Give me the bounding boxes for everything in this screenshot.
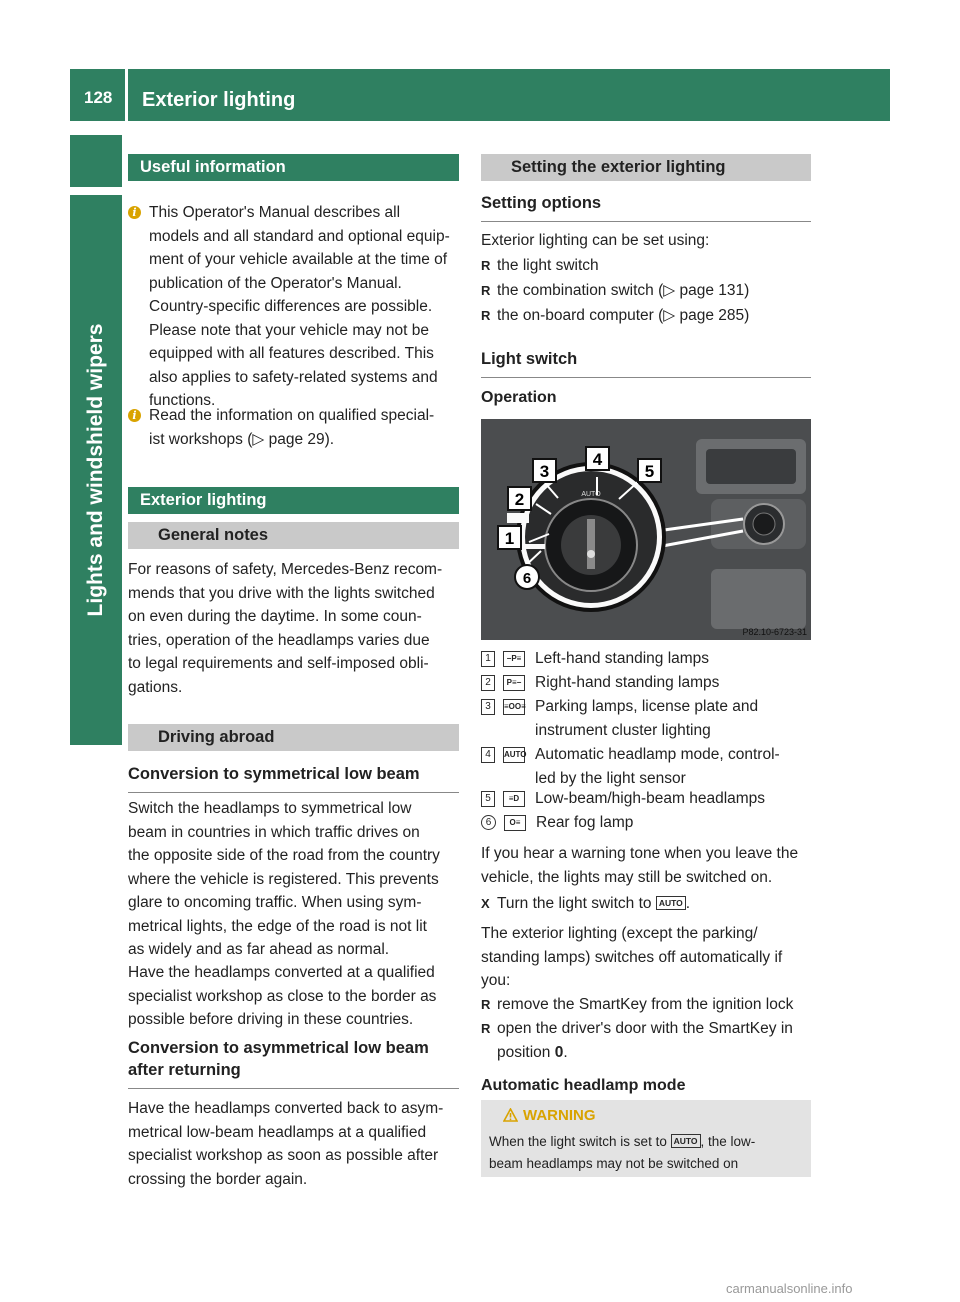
info-note-2	[128, 404, 459, 451]
auto-icon: AUTO	[671, 1134, 701, 1148]
dial-auto-label: AUTO	[581, 491, 601, 498]
section-driving-abroad: Driving abroad	[128, 724, 459, 751]
text-line: after returning	[128, 1061, 241, 1079]
light-switch-photo	[481, 419, 811, 640]
text-line: led by the light sensor	[535, 769, 686, 787]
text-line: equipped with all features described. This	[149, 345, 434, 362]
legend-item	[481, 811, 811, 835]
callout-2: 2	[514, 490, 525, 509]
text-line: functions.	[149, 392, 216, 409]
text-line: possible before driving in these countries.	[128, 1011, 414, 1028]
text-line: Switch the headlamps to symmetrical low	[128, 800, 412, 817]
asymmetrical-text	[128, 1097, 459, 1191]
low-beam-icon: ≡D	[503, 791, 525, 807]
callout-4: 4	[592, 450, 603, 469]
text-line: When the light switch is set to	[489, 1134, 667, 1149]
text-line: publication of the Operator's Manual.	[149, 274, 402, 292]
text-line: Conversion to asymmetrical low beam	[128, 1039, 429, 1057]
legend-item	[481, 695, 811, 742]
photo-code: P82.10-6723-31	[742, 627, 807, 637]
legend-item	[481, 743, 811, 790]
page-number: 128	[84, 88, 113, 107]
info-icon: i	[128, 409, 141, 422]
warning-tone-text	[481, 842, 811, 889]
text-line: as widely and as far ahead as normal.	[128, 941, 390, 958]
setting-intro: Exterior lighting can be set using:	[481, 232, 710, 249]
auto-headlamp-icon: AUTO	[503, 747, 525, 763]
section-general-notes: General notes	[128, 522, 459, 549]
bullet-item[interactable]: R the combination switch (▷ page 131)	[481, 279, 811, 303]
chapter-tab	[70, 195, 122, 745]
text-line: to legal requirements and self-imposed obli-	[128, 655, 429, 672]
legend-number: 4	[481, 747, 495, 763]
text-line: R open the driver's door with the SmartKey in	[497, 1020, 793, 1037]
subhead-auto-mode: Automatic headlamp mode	[481, 1077, 686, 1094]
text-line: vehicle, the lights may still be switched on.	[481, 868, 773, 886]
text-line: Have the headlamps converted at a qualified	[128, 964, 435, 981]
bullet-item: R open the driver's door with the SmartKey in position 0.	[481, 1017, 811, 1064]
legend-number: 2	[481, 675, 495, 691]
bullet-item[interactable]: R the on-board computer (▷ page 285)	[481, 304, 811, 328]
standing-lamp-right-icon: P≡−	[503, 675, 525, 691]
text-line: Parking lamps, license plate and	[535, 698, 759, 715]
text-line: also applies to safety-related systems and	[149, 368, 438, 386]
legend-text: Left-hand standing lamps	[535, 650, 710, 667]
text-line: models and all standard and optional equip-	[149, 227, 450, 245]
text-line: If you hear a warning tone when you leave the	[481, 845, 799, 862]
position-value: 0	[554, 1043, 564, 1061]
text-line: the opposite side of the road from the country	[128, 847, 440, 864]
section-setting-exterior-lighting: Setting the exterior lighting	[481, 154, 811, 181]
legend-item	[481, 787, 811, 811]
header-divider	[125, 69, 128, 121]
legend-text	[535, 695, 811, 742]
text-line: specialist workshop as close to the border as	[128, 987, 437, 1005]
legend-number: 5	[481, 791, 495, 807]
subhead-symmetrical: Conversion to symmetrical low beam	[128, 763, 459, 793]
light-switch-illustration	[481, 419, 811, 640]
text-line: specialist workshop as soon as possible after	[128, 1147, 439, 1164]
bullet-item: R the light switch	[481, 254, 811, 278]
text-line: Have the headlamps converted back to asym-	[128, 1100, 444, 1117]
text-line: The exterior lighting (except the parking/	[481, 925, 758, 942]
subhead-asymmetrical	[128, 1037, 459, 1089]
rear-fog-lamp-icon: O≡	[504, 815, 526, 831]
text-line: glare to oncoming traffic. When using sym-	[128, 894, 422, 911]
legend-text: Low-beam/high-beam headlamps	[535, 790, 766, 807]
symmetrical-text	[128, 797, 459, 962]
action-step: X Turn the light switch to AUTO .	[481, 892, 811, 916]
text-line: Automatic headlamp mode, control-	[535, 746, 780, 763]
legend-number: 3	[481, 699, 495, 715]
text-line: standing lamps) switches off automatically if	[481, 948, 783, 966]
text-line: instrument cluster lighting	[535, 721, 711, 739]
legend-text	[535, 743, 811, 790]
text-line: where the vehicle is registered. This prevents	[128, 870, 439, 888]
callout-3: 3	[539, 462, 550, 481]
subhead-operation: Operation	[481, 389, 557, 406]
callout-6: 6	[522, 570, 532, 587]
text-line: Read the information on qualified special-	[149, 407, 435, 424]
bullet-item: R remove the SmartKey from the ignition lock	[481, 993, 811, 1017]
page-link[interactable]: ist workshops (▷ page 29).	[149, 430, 335, 448]
text-line: you:	[481, 972, 511, 989]
auto-off-text	[481, 922, 811, 993]
legend-text: Right-hand standing lamps	[535, 674, 720, 691]
section-exterior-lighting: Exterior lighting	[128, 487, 459, 514]
subhead-setting-options: Setting options	[481, 192, 811, 222]
warning-label: WARNING	[523, 1107, 596, 1124]
text-line: gations.	[128, 678, 183, 696]
info-icon: i	[128, 206, 141, 219]
text-line: crossing the border again.	[128, 1170, 308, 1188]
text-line: , the low-	[700, 1134, 756, 1149]
legend-number: 6	[481, 815, 496, 830]
side-marker	[70, 135, 122, 187]
subhead-light-switch: Light switch	[481, 348, 811, 378]
legend-item	[481, 671, 811, 695]
text-line: tries, operation of the headlamps varies due	[128, 631, 430, 649]
auto-icon: AUTO	[656, 896, 686, 910]
legend-number: 1	[481, 651, 495, 667]
text-line: metrical lights, the edge of the road is not lit	[128, 917, 427, 935]
general-notes-text	[128, 558, 459, 699]
standing-lamp-left-icon: −P≡	[503, 651, 525, 667]
callout-1: 1	[504, 529, 515, 548]
callout-5: 5	[644, 462, 655, 481]
parking-lamp-icon: ≡OO≡	[503, 699, 525, 715]
text-line: on even during the daytime. In some coun-	[128, 608, 422, 625]
chapter-tab-label: Lights and windshield wipers	[84, 323, 107, 617]
text-line: mends that you drive with the lights switched	[128, 584, 435, 602]
info-note-1	[128, 201, 459, 413]
text-line: Please note that your vehicle may not be	[149, 321, 430, 339]
text-line: beam in countries in which traffic drives on	[128, 823, 420, 841]
text-line: position	[497, 1043, 551, 1061]
text-line: ment of your vehicle available at the time of	[149, 251, 448, 268]
warning-box	[481, 1100, 811, 1177]
text-line: For reasons of safety, Mercedes-Benz recom-	[128, 561, 443, 578]
text-line: beam headlamps may not be switched on	[489, 1156, 739, 1171]
footer-watermark: carmanualsonline.info	[726, 1281, 853, 1296]
action-text: Turn the light switch to	[497, 895, 652, 912]
legend-item	[481, 647, 811, 671]
legend-text: Rear fog lamp	[536, 814, 634, 831]
section-useful-information: Useful information	[128, 154, 459, 181]
page-title: Exterior lighting	[142, 89, 296, 111]
text-line: metrical low-beam headlamps at a qualified	[128, 1123, 427, 1141]
text-line: Country-specific differences are possible.	[149, 298, 433, 315]
warning-triangle-icon	[503, 1108, 518, 1122]
warning-text	[489, 1131, 809, 1175]
text-line: This Operator's Manual describes all	[149, 204, 401, 221]
convert-text	[128, 961, 459, 1032]
